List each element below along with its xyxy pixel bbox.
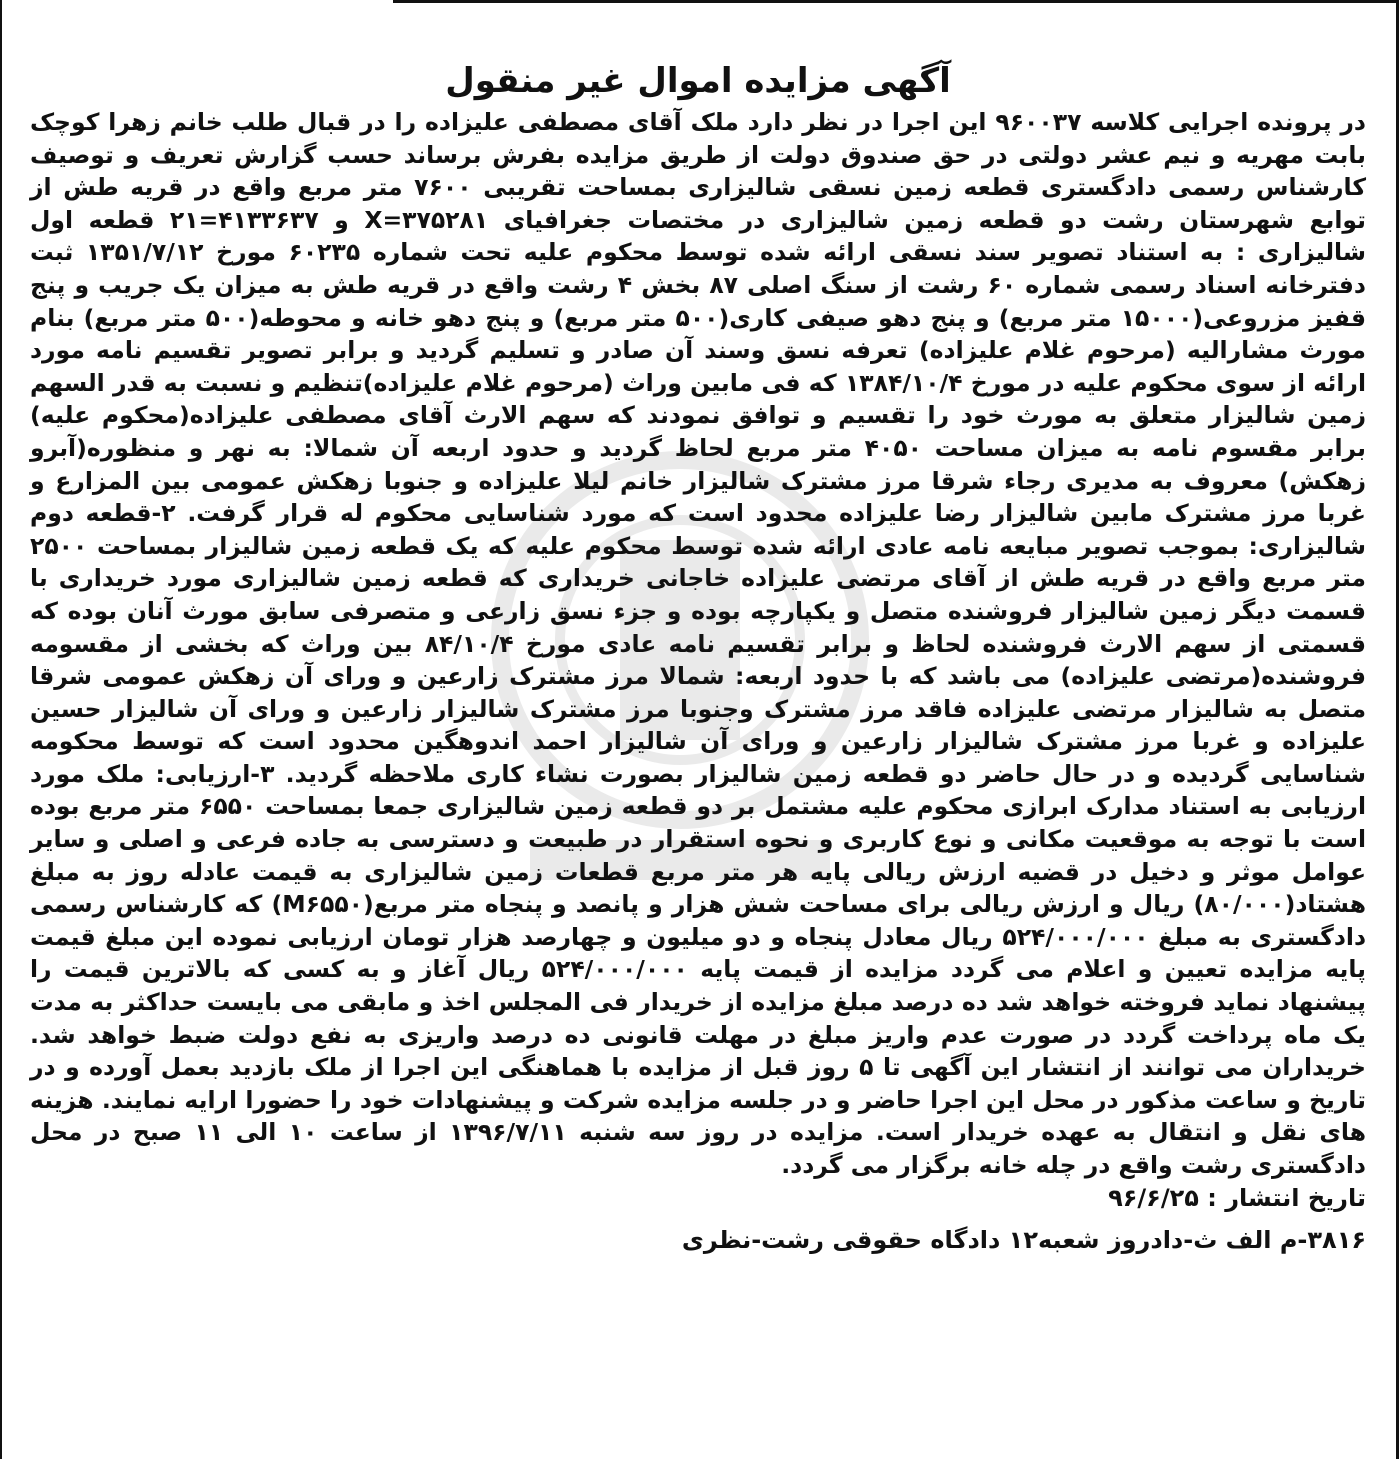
frame-left-rule (0, 0, 2, 1459)
notice-body: در پرونده اجرایی کلاسه ۹۶۰۰۳۷ این اجرا در نظر دارد ملک آقای مصطفی علیزاده را در قبال طلب خانم زهرا کوچک بابت مهریه و نیم عشر دولتی در حق صندوق دولت از طریق مزایده بفرش برساند حسب گزارش تعریف و توصیف کارشناس رسمی دادگستری قطعه زمین نسقی شالیزاری بمساحت تقریبی ۷۶۰۰ متر مربع واقع در قریه طش از توابع شهرستان رشت دو قطعه زمین شالیزاری در مختصات جغرافیای ۳۷۵۲۸۱=X و ۴۱۳۳۶۳۷=۲۱ قطعه اول شالیزاری : به استناد تصویر سند نسقی ارائه شده توسط محکوم علیه تحت شماره ۶۰۲۳۵ مورخ ۱۳۵۱/۷/۱۲ ثبت دفترخانه اسناد رسمی شماره ۶۰ رشت از سنگ اصلی ۸۷ بخش ۴ رشت واقع در قریه طش به میزان یک جریب و پنج قفیز مزروعی(۱۵۰۰۰ متر مربع) و پنج دهو صیفی کاری(۵۰۰ متر مربع) و پنج دهو خانه و محوطه(۵۰۰ متر مربع) بنام مورث مشارالیه (مرحوم غلام علیزاده) تعرفه نسق وسند آن صادر و تسلیم گردید و برابر تصویر تقسیم نامه مورد ارائه از سوی محکوم علیه در مورخ ۱۳۸۴/۱۰/۴ که فی مابین وراث (مرحوم غلام علیزاده)تنظیم و نسبت به قدر السهم زمین شالیزار متعلق به مورث خود را تقسیم و توافق نمودند که سهم الارث آقای مصطفی علیزاده(محکوم علیه) برابر مقسوم نامه به میزان مساحت ۴۰۵۰ متر مربع لحاظ گردید و حدود اربعه آن شمالا: به نهر و منظوره(آبرو زهکش) معروف به مدیری رجاء شرقا مرز مشترک شالیزار خانم لیلا علیزاده و جنوبا زهکش عمومی بین المزارع و غربا مرز مشترک مابین شالیزار رضا علیزاده محدود است که مورد شناسایی محکوم له قرار گرفت. ۲-قطعه دوم شالیزاری: بموجب تصویر مبایعه نامه عادی ارائه شده توسط محکوم علیه که یک قطعه زمین شالیزار بمساحت ۲۵۰۰ متر مربع واقع در قریه طش از آقای مرتضی علیزاده خاجانی خریداری که قطعه زمین شالیزاری مورد خریداری با قسمت دیگر زمین شالیزار فروشنده متصل و یکپارچه بوده و جزء نسق زارعی و متصرفی سابق مورث آنان بوده که قسمتی از سهم الارث فروشنده لحاظ و برابر تقسیم نامه عادی مورخ ۸۴/۱۰/۴ بین وراث که بخشی از مقسومه فروشنده(مرتضی علیزاده) می باشد که با حدود اربعه: شمالا مرز مشترک زارعین و ورای آن زهکش عمومی شرقا متصل به شالیزار مرتضی علیزاده فاقد مرز مشترک وجنوبا مرز مشترک شالیزار زارعین و ورای آن شالیزار حسین علیزاده و غربا مرز مشترک شالیزار زارعین و ورای آن شالیزار احمد اندوهگین محدود است که توسط محکومه شناسایی گردیده و در حال حاضر دو قطعه زمین شالیزار بصورت نشاء کاری ملاحظه گردید. ۳-ارزیابی: ملک مورد ارزیابی به استناد مدارک ابرازی محکوم علیه مشتمل بر دو قطعه زمین شالیزاری جمعا بمساحت ۶۵۵۰ متر مربع بوده است با توجه به موقعیت مکانی و نوع کاربری و نحوه استقرار در طبیعت و دسترسی به جاده فرعی و اصلی و سایر عوامل موثر و دخیل در قضیه ارزش ریالی پایه هر متر مربع قطعات زمین شالیزاری به قیمت عادله روز به مبلغ هشتاد(۸۰/۰۰۰) ریال و ارزش ریالی برای مساحت شش هزار و پانصد و پنجاه متر مربع(M۶۵۵۰) که کارشناس رسمی دادگستری به مبلغ ۵۲۴/۰۰۰/۰۰۰ ریال معادل پنجاه و دو میلیون و چهارصد هزار تومان ارزیابی نموده این مبلغ قیمت پایه مزایده تعیین و اعلام می گردد مزایده از قیمت پایه ۵۲۴/۰۰۰/۰۰۰ ریال آغاز و به کسی که بالاترین قیمت را پیشنهاد نماید فروخته خواهد شد ده درصد مبلغ مزایده از خریدار فی المجلس اخذ و مابقی می بایست حداکثر به مدت یک ماه پرداخت گردد در صورت عدم واریز مبلغ در مهلت قانونی ده درصد واریزی به نفع دولت ضبط خواهد شد. خریداران می توانند از انتشار این آگهی تا ۵ روز قبل از مزایده با هماهنگی این اجرا از ملک بازدید بعمل آورده و در تاریخ و ساعت مذکور در محل این اجرا حاضر و در جلسه مزایده شرکت و پیشنهادات خود را حضورا ارایه نمایند. هزینه های نقل و انتقال به عهده خریدار است. مزایده در روز سه شنبه ۱۳۹۶/۷/۱۱ از ساعت ۱۰ الی ۱۱ صبح در محل دادگستری رشت واقع در چله خانه برگزار می گردد. (30, 108, 1367, 1179)
frame-top-rule (393, 0, 1399, 3)
auction-notice (30, 58, 1366, 1257)
notice-signature: ۳۸۱۶-م الف ث-دادروز شعبه۱۲ دادگاه حقوقی رشت-نظری (681, 1225, 1366, 1254)
notice-title: آگهی مزایده اموال غیر منقول (445, 61, 951, 101)
publish-date: تاریخ انتشار : ۹۶/۶/۲۵ (1108, 1183, 1366, 1212)
